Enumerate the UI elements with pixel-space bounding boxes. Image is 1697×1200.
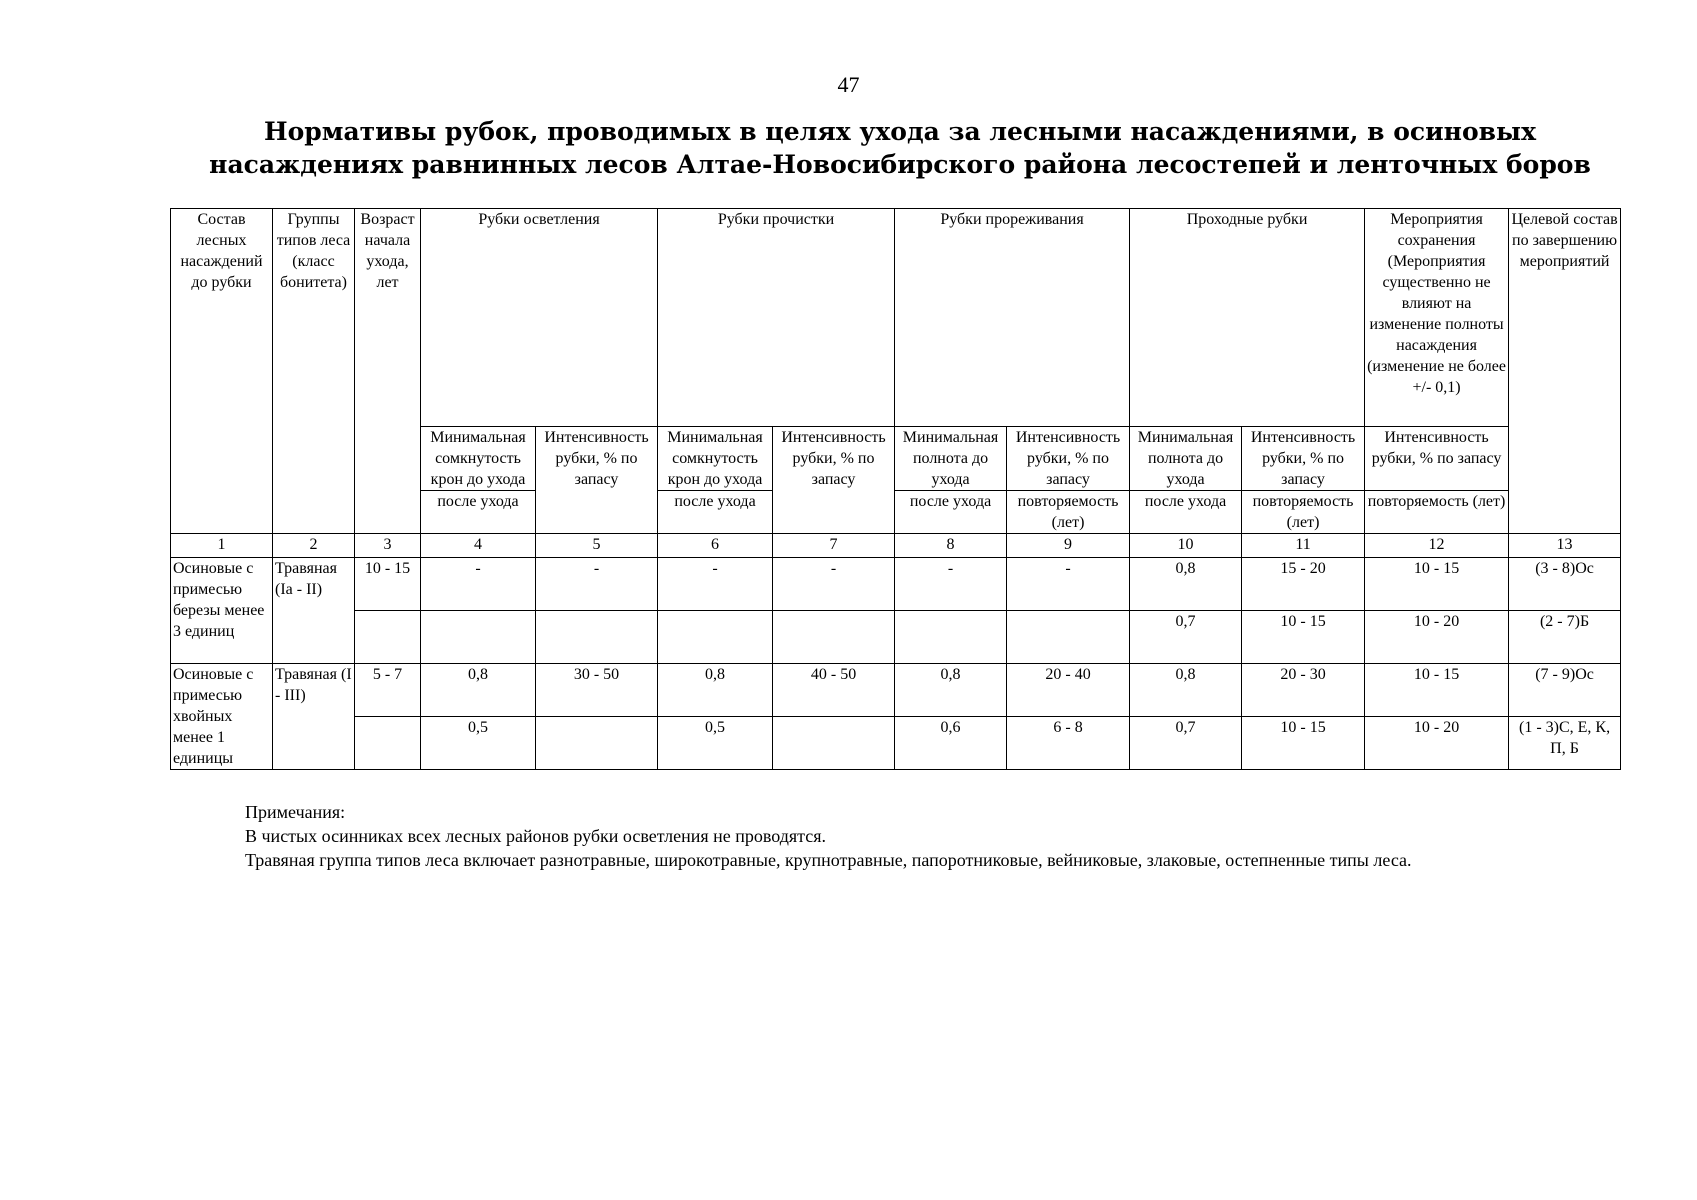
column-number: 11 (1242, 534, 1365, 558)
table-cell: 0,5 (421, 717, 536, 770)
table-cell: 15 - 20 (1242, 558, 1365, 611)
table-row (171, 664, 1621, 717)
table-cell: 10 - 15 (1242, 611, 1365, 664)
note-line: В чистых осинниках всех лесных районов рубки осветления не проводятся. (245, 826, 827, 846)
table-cell: (2 - 7)Б (1509, 611, 1621, 664)
table-cell (536, 717, 658, 770)
table-cell: 20 - 40 (1007, 664, 1130, 717)
table-cell: 10 - 15 (1242, 717, 1365, 770)
header-cleaning: Рубки прочистки (658, 209, 895, 427)
header-min-density: Минимальная полнота до ухода (895, 427, 1007, 491)
table-cell: (7 - 9)Ос (1509, 664, 1621, 717)
table-cell: 0,8 (421, 664, 536, 717)
page-number: 47 (837, 72, 860, 97)
column-number-row (171, 534, 1621, 558)
header-thinning: Рубки прореживания (895, 209, 1130, 427)
table-cell: 0,7 (1130, 611, 1242, 664)
table-cell: 0,8 (658, 664, 773, 717)
header-intensity: Интенсивность рубки, % по запасу (773, 427, 895, 534)
table-cell: 0,5 (658, 717, 773, 770)
header-intensity: Интенсивность рубки, % по запасу (1242, 427, 1365, 491)
composition-cell: Осиновые с примесью хвойных менее 1 единицы (171, 664, 273, 770)
table-cell: - (1007, 558, 1130, 611)
column-number: 13 (1509, 534, 1621, 558)
header-clearing: Рубки осветления (421, 209, 658, 427)
table-cell: 0,8 (895, 664, 1007, 717)
notes (245, 800, 1412, 872)
table-cell: - (421, 558, 536, 611)
column-number: 6 (658, 534, 773, 558)
norms-table (170, 208, 1621, 770)
header-repeat: повторяемость (лет) (1365, 491, 1509, 534)
table-row (171, 611, 1621, 664)
column-number: 3 (355, 534, 421, 558)
table-cell: - (895, 558, 1007, 611)
forest-type-cell: Травяная (Ia - II) (273, 558, 355, 664)
table-cell: 0,7 (1130, 717, 1242, 770)
table-cell: 40 - 50 (773, 664, 895, 717)
table-cell: (3 - 8)Ос (1509, 558, 1621, 611)
table-cell: 0,8 (1130, 558, 1242, 611)
table-cell: (1 - 3)С, Е, К, П, Б (1509, 717, 1621, 770)
header-intensity: Интенсивность рубки, % по запасу (1365, 427, 1509, 491)
header-min-closure: Минимальная сомкнутость крон до ухода (658, 427, 773, 491)
header-age: Возраст начала ухода, лет (355, 209, 421, 534)
header-passage: Проходные рубки (1130, 209, 1365, 427)
forest-type-cell: Травяная (I - III) (273, 664, 355, 770)
table-cell (355, 611, 421, 664)
table-cell (1007, 611, 1130, 664)
table-cell (658, 611, 773, 664)
table-cell (895, 611, 1007, 664)
table-cell (421, 611, 536, 664)
notes-heading: Примечания: (245, 802, 346, 822)
header-composition: Состав лесных насаждений до рубки (171, 209, 273, 534)
header-preservation: Мероприятия сохранения (Мероприятия существенно не влияют на изменение полноты насаждения (изменение не более +/- 0,1) (1365, 209, 1509, 427)
column-number: 12 (1365, 534, 1509, 558)
note-line: Травяная группа типов леса включает разнотравные, широкотравные, крупнотравные, папоротниковые, вейниковые, злаковые, остепненные типы леса. (245, 850, 1412, 870)
table-cell: 5 - 7 (355, 664, 421, 717)
column-number: 4 (421, 534, 536, 558)
table-row (171, 717, 1621, 770)
header-repeat: повторяемость (лет) (1007, 491, 1130, 534)
header-after-care: после ухода (421, 491, 536, 534)
table-cell (355, 717, 421, 770)
table-row (171, 558, 1621, 611)
table-cell: 10 - 15 (1365, 558, 1509, 611)
table-cell (773, 611, 895, 664)
document-title: Нормативы рубок, проводимых в целях ухода за лесными насаждениями, в осиновых насаждениях равнинных лесов Алтае-Новосибирского района лесостепей и ленточных боров (209, 117, 1591, 179)
header-after-care: после ухода (658, 491, 773, 534)
table-cell: 10 - 15 (1365, 664, 1509, 717)
header-repeat: повторяемость (лет) (1242, 491, 1365, 534)
table-cell: 20 - 30 (1242, 664, 1365, 717)
table-cell: 10 - 20 (1365, 717, 1509, 770)
table-cell: 0,6 (895, 717, 1007, 770)
header-min-density: Минимальная полнота до ухода (1130, 427, 1242, 491)
header-min-closure: Минимальная сомкнутость крон до ухода (421, 427, 536, 491)
header-after-care: после ухода (1130, 491, 1242, 534)
column-number: 2 (273, 534, 355, 558)
table-cell: - (536, 558, 658, 611)
column-number: 1 (171, 534, 273, 558)
column-number: 9 (1007, 534, 1130, 558)
table-cell: 6 - 8 (1007, 717, 1130, 770)
table-cell (773, 717, 895, 770)
column-number: 8 (895, 534, 1007, 558)
column-number: 5 (536, 534, 658, 558)
table-cell: 30 - 50 (536, 664, 658, 717)
table-cell: - (773, 558, 895, 611)
column-number: 7 (773, 534, 895, 558)
header-after-care: после ухода (895, 491, 1007, 534)
header-forest-groups: Группы типов леса (класс бонитета) (273, 209, 355, 534)
header-intensity: Интенсивность рубки, % по запасу (536, 427, 658, 534)
table-cell: 10 - 20 (1365, 611, 1509, 664)
table-cell: - (658, 558, 773, 611)
table-cell: 10 - 15 (355, 558, 421, 611)
composition-cell: Осиновые с примесью березы менее 3 единиц (171, 558, 273, 664)
table-cell (536, 611, 658, 664)
header-target: Целевой состав по завершению мероприятий (1509, 209, 1621, 534)
table-cell: 0,8 (1130, 664, 1242, 717)
column-number: 10 (1130, 534, 1242, 558)
header-intensity: Интенсивность рубки, % по запасу (1007, 427, 1130, 491)
